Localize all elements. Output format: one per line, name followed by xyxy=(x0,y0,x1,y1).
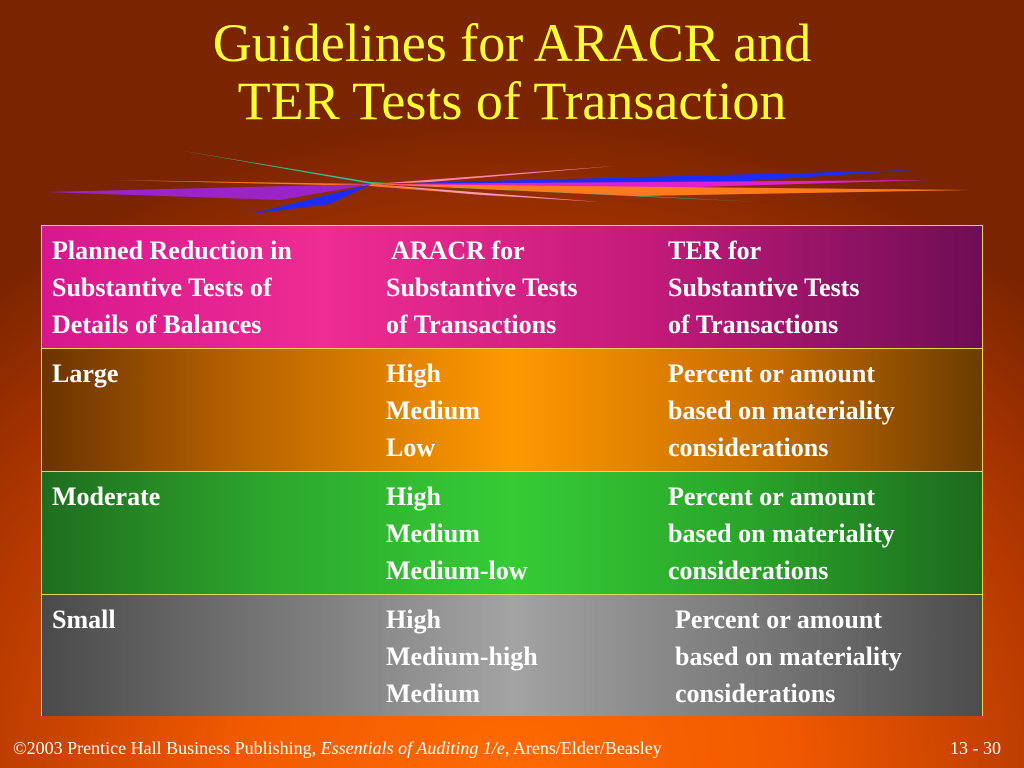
ter-text: considerations xyxy=(668,433,829,462)
header-text: Planned Reduction in xyxy=(52,236,292,265)
header-text: Details of Balances xyxy=(52,310,262,339)
reduction-cell: Small xyxy=(52,605,116,634)
aracr-value: Medium-low xyxy=(386,556,528,585)
header-reduction xyxy=(52,232,292,343)
header-text: TER for xyxy=(668,236,762,265)
aracr-value: High xyxy=(386,482,441,511)
aracr-value: Medium xyxy=(386,396,480,425)
header-text: Substantive Tests xyxy=(386,273,578,302)
ter-text: Percent or amount xyxy=(668,482,875,511)
table-header-row xyxy=(42,226,982,348)
footer-book-title: Essentials of Auditing 1/e, xyxy=(320,738,510,758)
reduction-cell: Large xyxy=(52,359,119,388)
ter-cell xyxy=(668,478,895,589)
header-text: Substantive Tests of xyxy=(52,273,272,302)
ter-text: considerations xyxy=(668,556,829,585)
decorative-rays xyxy=(0,140,1024,220)
aracr-cell xyxy=(386,601,538,712)
header-text: Substantive Tests xyxy=(668,273,860,302)
header-ter xyxy=(668,232,859,343)
aracr-value: Medium-high xyxy=(386,642,538,671)
header-text: ARACR for xyxy=(386,236,525,265)
slide-title xyxy=(0,14,1024,130)
aracr-value: Medium xyxy=(386,679,480,708)
ter-cell xyxy=(675,601,902,712)
table-row-large xyxy=(42,349,982,471)
title-line-1: Guidelines for ARACR and xyxy=(212,13,812,73)
aracr-cell xyxy=(386,355,480,466)
header-text: of Transactions xyxy=(386,310,557,339)
table-row-moderate xyxy=(42,472,982,594)
ter-text: based on materiality xyxy=(668,519,895,548)
aracr-cell xyxy=(386,478,528,589)
title-line-2: TER Tests of Transaction xyxy=(237,71,787,131)
ter-text: Percent or amount xyxy=(675,605,882,634)
footer-prefix: ©2003 Prentice Hall Business Publishing, xyxy=(13,738,321,758)
reduction-cell: Moderate xyxy=(52,482,161,511)
header-text: of Transactions xyxy=(668,310,839,339)
aracr-value: High xyxy=(386,359,441,388)
ter-text: based on materiality xyxy=(668,396,895,425)
header-aracr xyxy=(386,232,577,343)
aracr-value: Medium xyxy=(386,519,480,548)
table-row-small xyxy=(42,595,982,716)
guidelines-table xyxy=(41,225,983,716)
copyright-footer xyxy=(13,738,662,759)
ter-text: considerations xyxy=(675,679,836,708)
page-number: 13 - 30 xyxy=(950,738,1001,758)
aracr-value: Low xyxy=(386,433,436,462)
ter-text: Percent or amount xyxy=(668,359,875,388)
ter-cell xyxy=(668,355,895,466)
footer-authors: Arens/Elder/Beasley xyxy=(509,738,662,758)
aracr-value: High xyxy=(386,605,441,634)
ter-text: based on materiality xyxy=(675,642,902,671)
